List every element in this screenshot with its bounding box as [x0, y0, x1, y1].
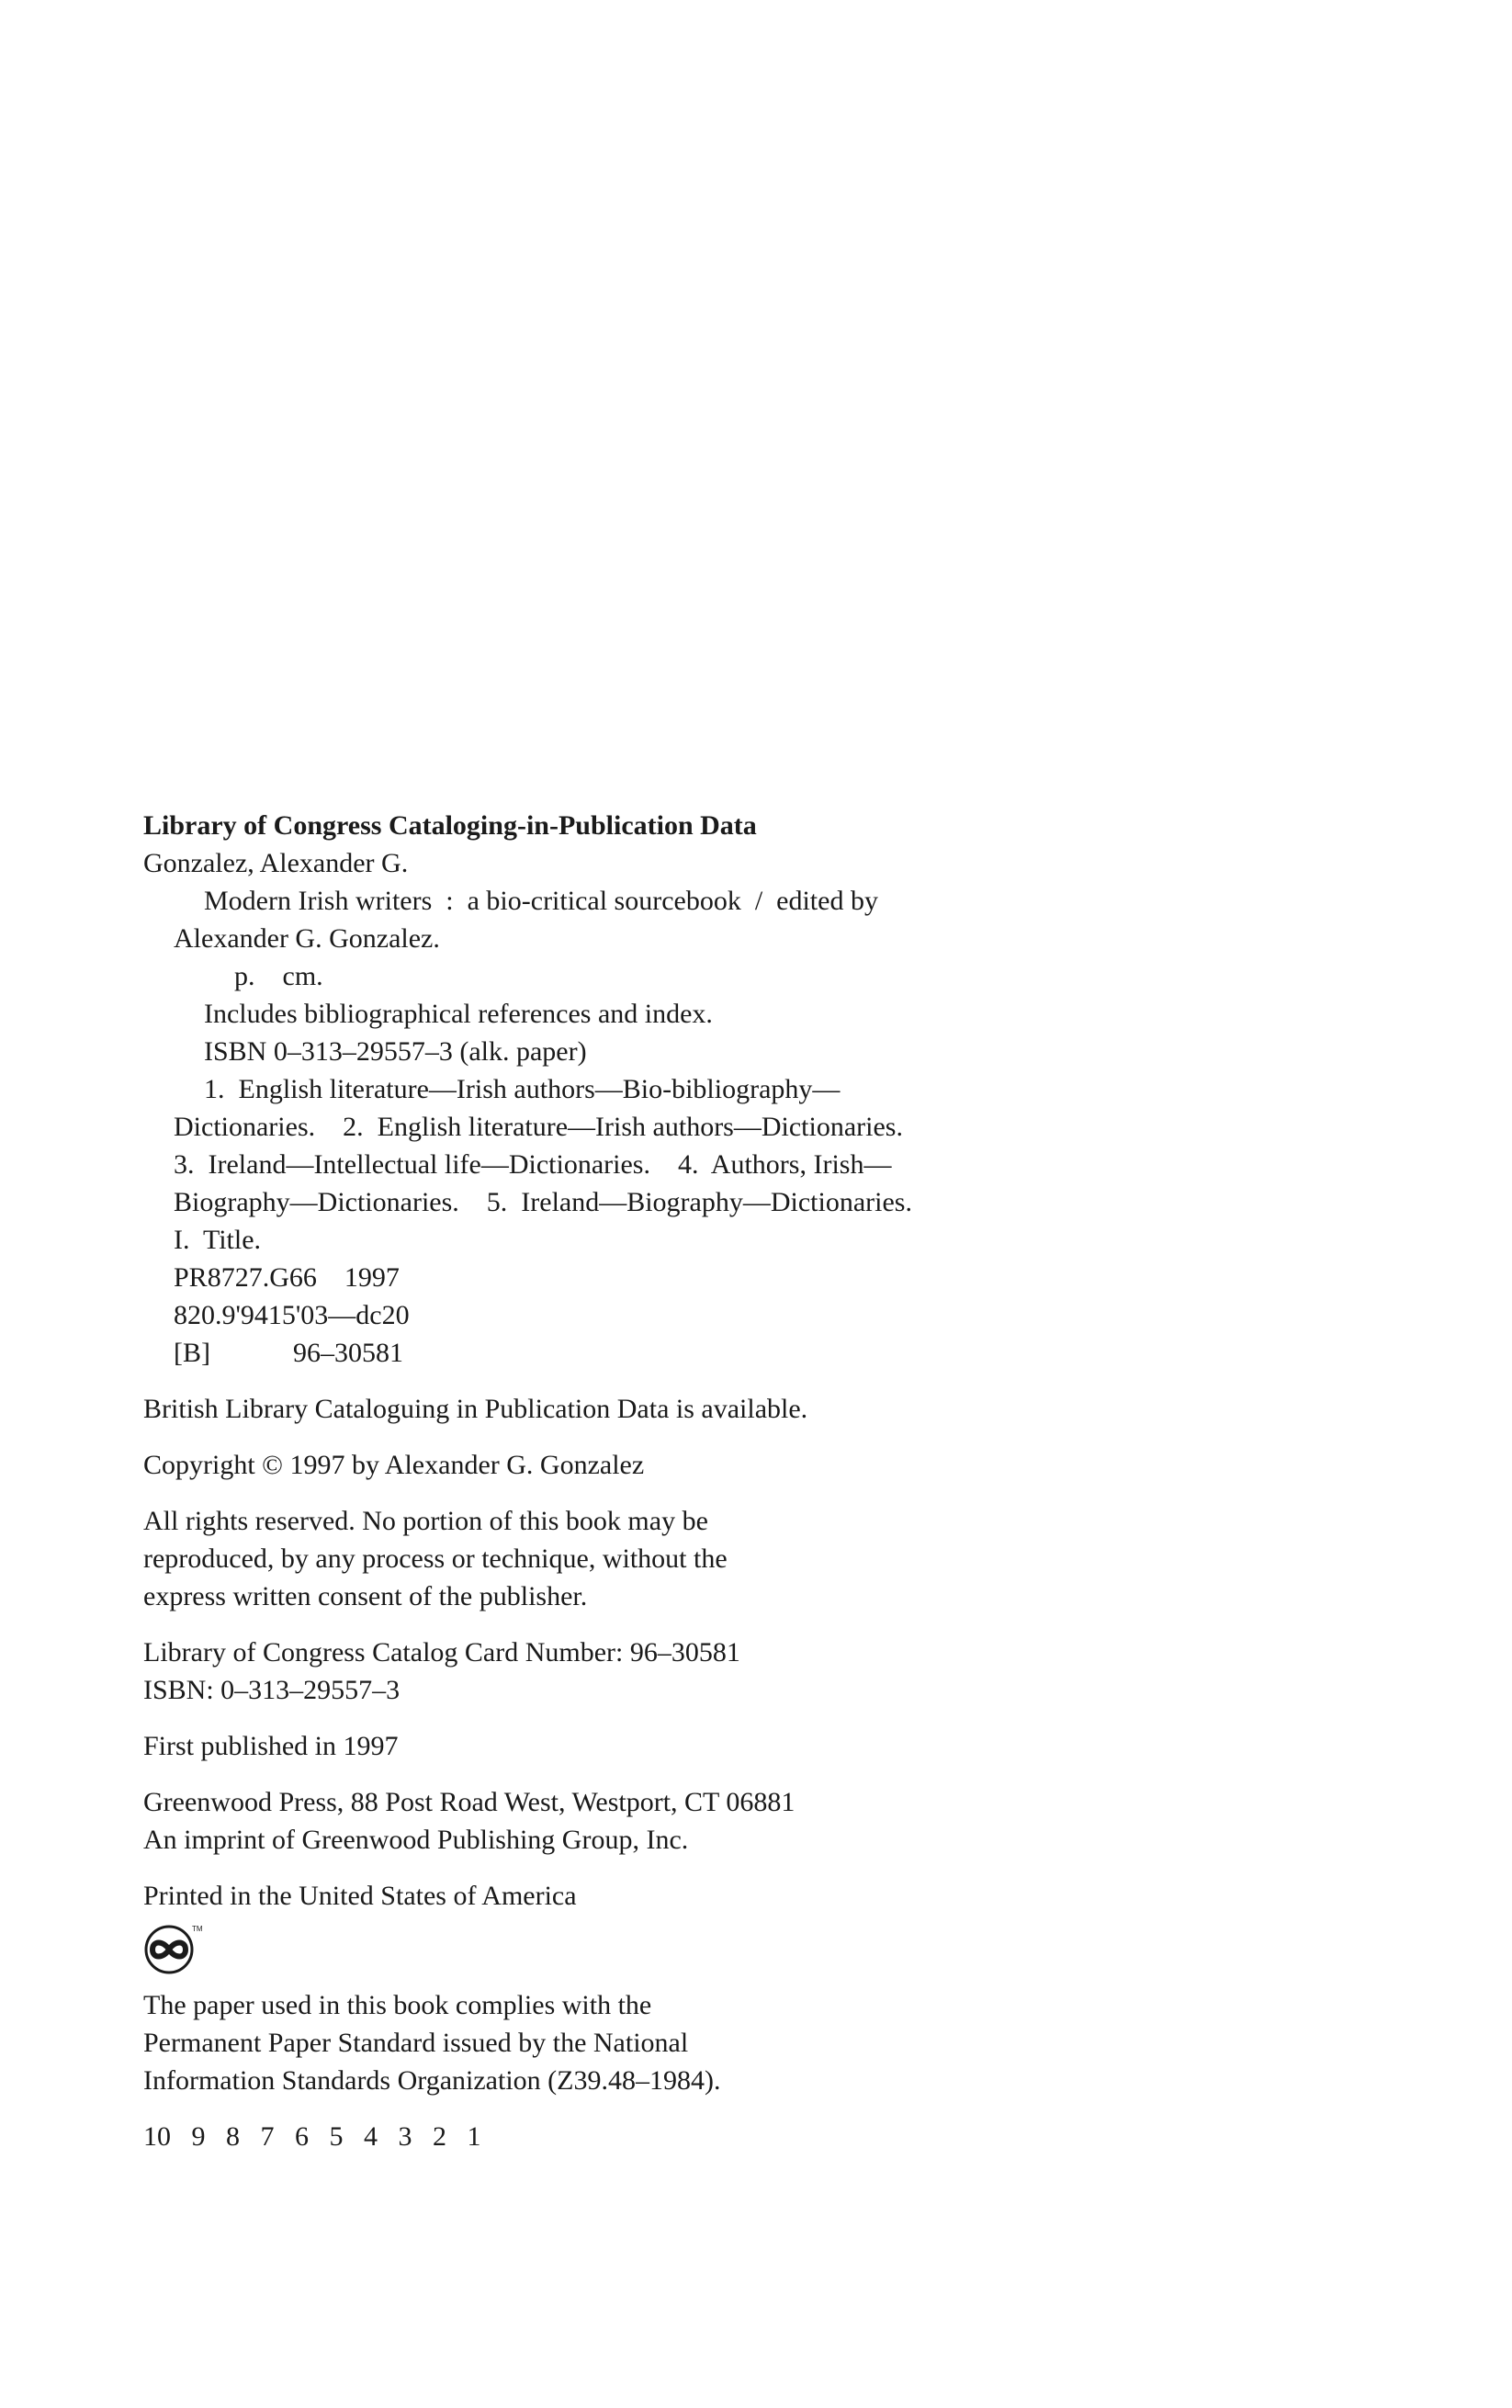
cip-lccn-line: [B] 96–30581	[174, 1338, 403, 1368]
infinity-paper-standard-icon	[143, 1922, 203, 1973]
cip-author: Gonzalez, Alexander G.	[143, 848, 409, 878]
cip-subject-line: Biography—Dictionaries. 5. Ireland—Biography—Dictionaries.	[174, 1187, 912, 1217]
british-library-notice: British Library Cataloguing in Publication Data is available.	[143, 1394, 808, 1424]
paper-notice-line: Information Standards Organization (Z39.48–1984).	[143, 2065, 721, 2096]
cip-dewey: 820.9'9415'03—dc20	[174, 1300, 410, 1330]
trademark-mark: TM	[192, 1925, 203, 1933]
rights-line: express written consent of the publisher.	[143, 1581, 588, 1611]
cip-subject-line: 3. Ireland—Intellectual life—Dictionaries. 4. Authors, Irish—	[174, 1149, 892, 1180]
printed-in: Printed in the United States of America	[143, 1881, 577, 1911]
publisher-info	[143, 1783, 1154, 1859]
cip-title-line1: Modern Irish writers : a bio-critical sourcebook / edited by	[204, 886, 878, 916]
copyright-line: Copyright © 1997 by Alexander G. Gonzalez	[143, 1450, 645, 1480]
paper-notice-line: The paper used in this book complies with the	[143, 1990, 652, 2020]
cip-block	[143, 844, 1154, 1372]
rights-line: All rights reserved. No portion of this book may be	[143, 1506, 708, 1536]
cip-heading: Library of Congress Cataloging-in-Publication Data	[143, 810, 757, 841]
paper-notice	[143, 1986, 1154, 2099]
rights-line: reproduced, by any process or technique, without the	[143, 1543, 728, 1574]
cip-subject-line: 1. English literature—Irish authors—Bio-bibliography—	[204, 1074, 841, 1104]
cip-subject-line: I. Title.	[174, 1225, 262, 1255]
cip-subject-line: Dictionaries. 2. English literature—Irish authors—Dictionaries.	[174, 1112, 903, 1142]
cip-notes: Includes bibliographical references and index.	[204, 999, 713, 1029]
paper-notice-line: Permanent Paper Standard issued by the National	[143, 2028, 689, 2058]
isbn-line: ISBN: 0–313–29557–3	[143, 1675, 401, 1705]
publisher-line: Greenwood Press, 88 Post Road West, Westport, CT 06881	[143, 1787, 795, 1817]
cip-physical: p. cm.	[234, 961, 323, 991]
cip-title-line2: Alexander G. Gonzalez.	[174, 923, 440, 954]
printing-line: 10 9 8 7 6 5 4 3 2 1	[143, 2121, 481, 2152]
cip-isbn: ISBN 0–313–29557–3 (alk. paper)	[204, 1036, 587, 1067]
cip-call-number: PR8727.G66 1997	[174, 1262, 400, 1293]
catalog-card-number: Library of Congress Catalog Card Number: 96–30581	[143, 1637, 740, 1668]
publisher-line: An imprint of Greenwood Publishing Group, Inc.	[143, 1825, 689, 1855]
copyright-page	[143, 807, 1154, 2155]
first-published: First published in 1997	[143, 1731, 399, 1761]
catalog-info	[143, 1634, 1154, 1709]
rights-notice	[143, 1502, 1154, 1615]
